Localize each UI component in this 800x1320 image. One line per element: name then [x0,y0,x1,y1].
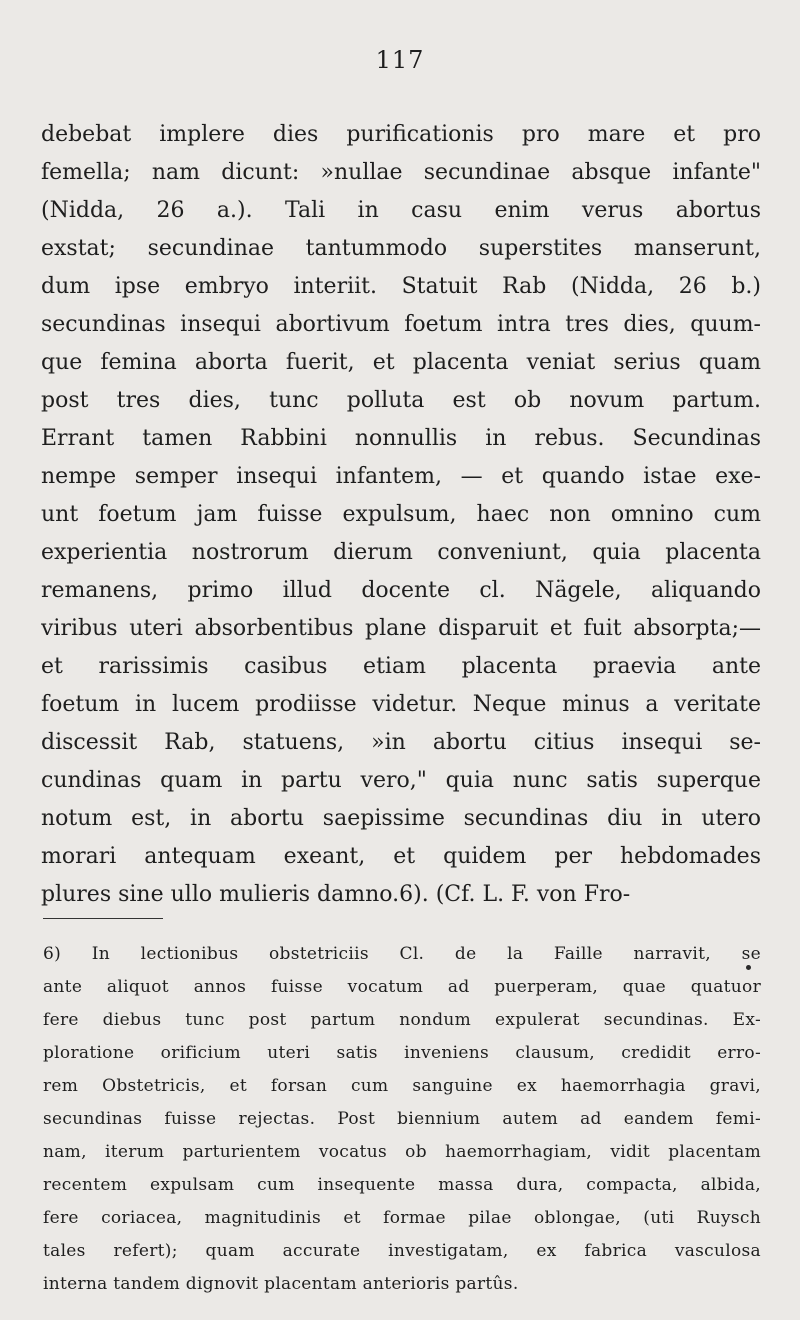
footnote-line: fere diebus tunc post partum nondum expulerat secundinas. Ex- [43,1010,761,1030]
footnote-line: rem Obstetricis, et forsan cum sanguine ex haemorrhagia gravi, [43,1076,761,1096]
main-text-line: secundinas insequi abortivum foetum intra tres dies, quum- [41,312,761,337]
footnote-separator-rule [43,918,163,919]
main-text-line: viribus uteri absorbentibus plane disparuit et fuit absorpta;— [41,616,761,641]
main-text-line: experientia nostrorum dierum conveniunt, quia placenta [41,540,761,565]
ink-speck [746,965,751,970]
main-text-line: exstat; secundinae tantummodo superstites manserunt, [41,236,761,261]
main-text-line: dum ipse embryo interiit. Statuit Rab (Nidda, 26 b.) [41,274,761,299]
main-text-line: debebat implere dies purificationis pro mare et pro [41,122,761,147]
footnote-line: secundinas fuisse rejectas. Post biennium autem ad eandem femi- [43,1109,761,1129]
page-number: 117 [375,46,425,74]
main-text-line: (Nidda, 26 a.). Tali in casu enim verus abortus [41,198,761,223]
footnote-line: recentem expulsam cum insequente massa dura, compacta, albida, [43,1175,761,1195]
main-text-line: cundinas quam in partu vero," quia nunc satis superque [41,768,761,793]
main-text-line: plures sine ullo mulieris damno.6). (Cf. L. F. von Fro- [41,882,631,907]
main-text-line: post tres dies, tunc polluta est ob novum partum. [41,388,761,413]
main-text-line: femella; nam dicunt: »nullae secundinae absque infante" [41,160,761,185]
footnote-line: tales refert); quam accurate investigatam, ex fabrica vasculosa [43,1241,761,1261]
main-text-line: et rarissimis casibus etiam placenta praevia ante [41,654,761,679]
main-text-line: discessit Rab, statuens, »in abortu citius insequi se- [41,730,761,755]
footnote-line: ploratione orificium uteri satis inveniens clausum, credidit erro- [43,1043,761,1063]
footnote-line: 6) In lectionibus obstetriciis Cl. de la Faille narravit, se [43,944,761,964]
main-text-line: Errant tamen Rabbini nonnullis in rebus. Secundinas [41,426,761,451]
footnote-line: ante aliquot annos fuisse vocatum ad puerperam, quae quatuor [43,977,761,997]
footnote-line: nam, iterum parturientem vocatus ob haemorrhagiam, vidit placentam [43,1142,761,1162]
main-text-line: foetum in lucem prodiisse videtur. Neque minus a veritate [41,692,761,717]
main-text-line: unt foetum jam fuisse expulsum, haec non omnino cum [41,502,761,527]
main-text-line: notum est, in abortu saepissime secundinas diu in utero [41,806,761,831]
main-text-line: morari antequam exeant, et quidem per hebdomades [41,844,761,869]
main-text-line: que femina aborta fuerit, et placenta veniat serius quam [41,350,761,375]
footnote-line: fere coriacea, magnitudinis et formae pilae oblongae, (uti Ruysch [43,1208,761,1228]
main-text-line: remanens, primo illud docente cl. Nägele, aliquando [41,578,761,603]
main-text-line: nempe semper insequi infantem, — et quando istae exe- [41,464,761,489]
footnote-line: interna tandem dignovit placentam anterioris partûs. [43,1274,519,1294]
